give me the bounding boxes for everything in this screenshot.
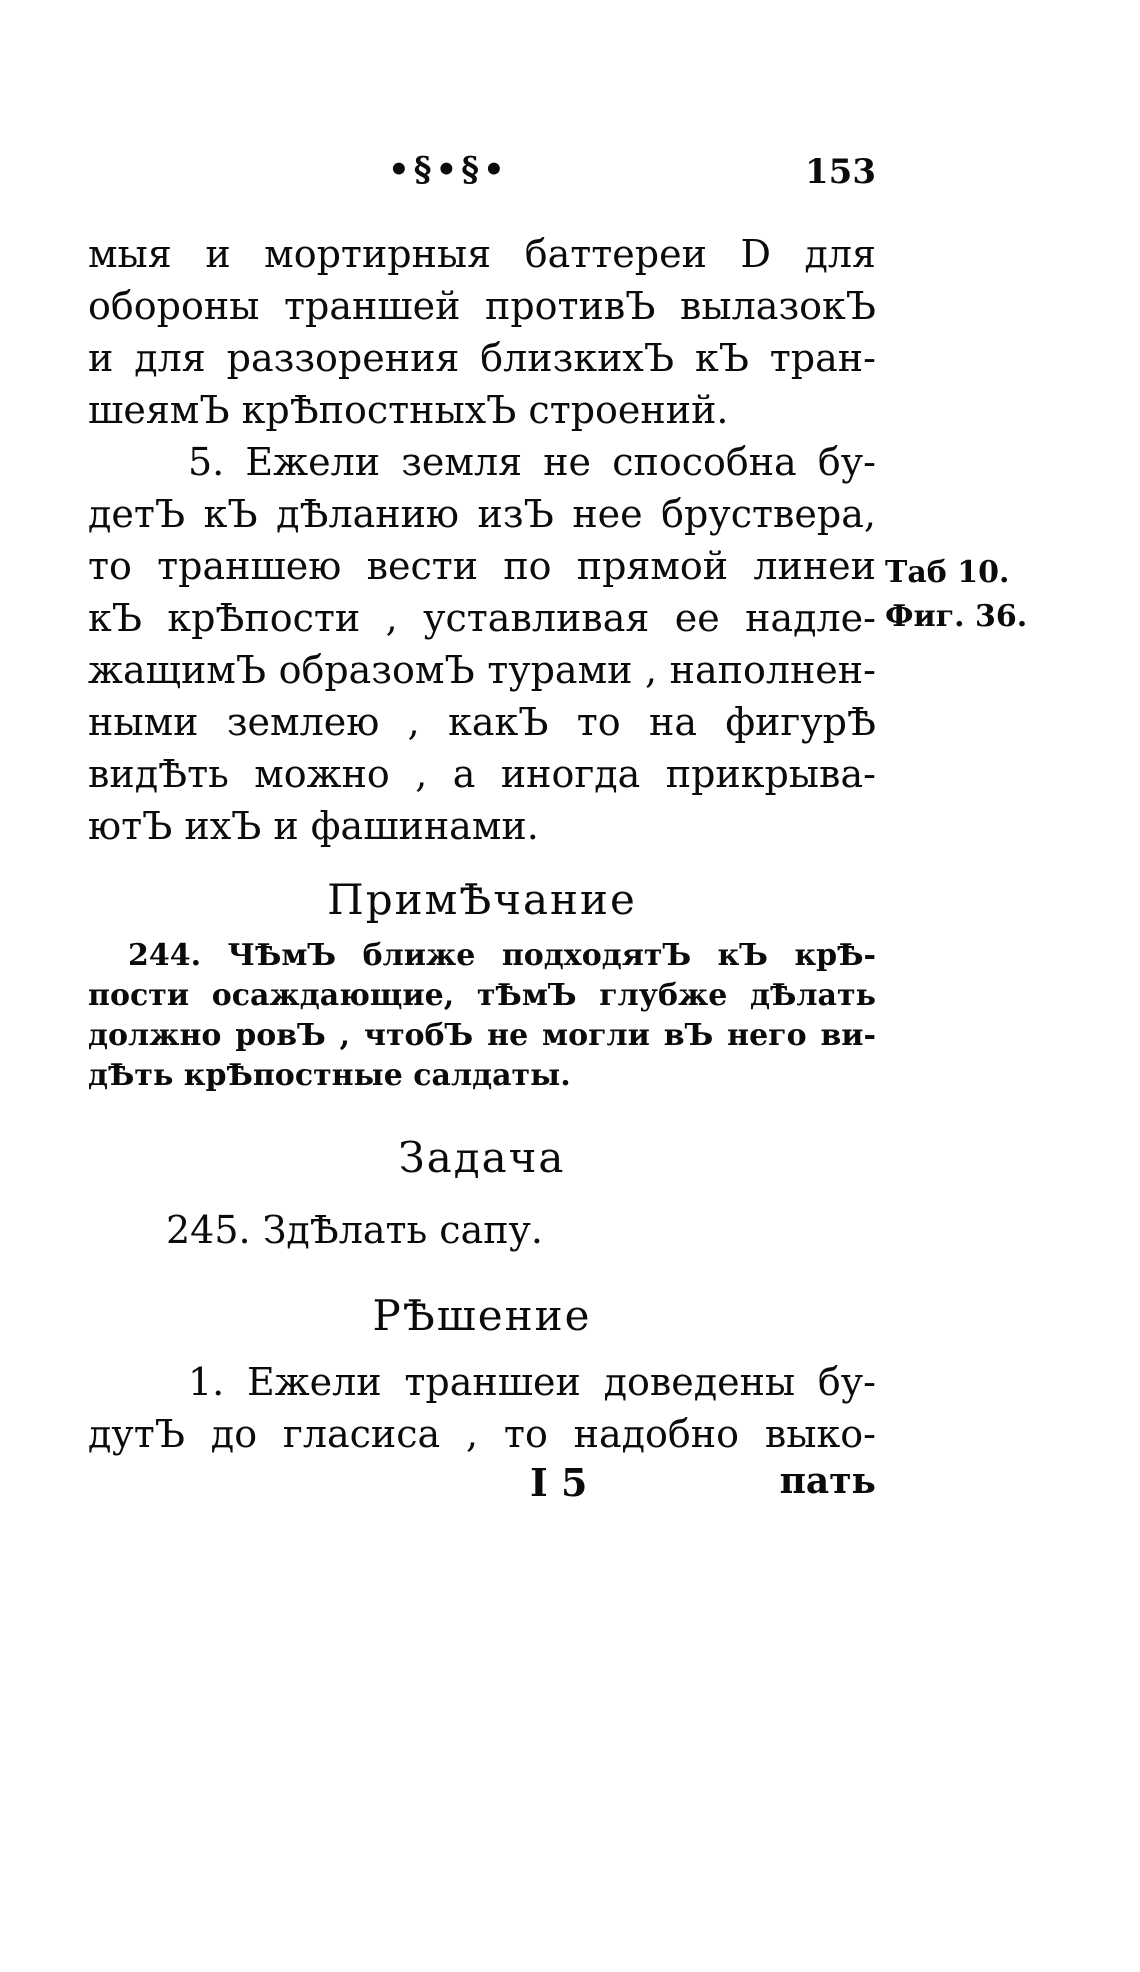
text-line: и для раззорения близкихЪ кЪ тран-: [88, 336, 876, 380]
text-line: детЪ кЪ дѢланию изЪ нее бруствера,: [88, 492, 876, 536]
page-header: [88, 150, 876, 190]
text-line: 5. Ежели земля не способна бу-: [188, 440, 876, 484]
note-line: должно ровЪ , чтобЪ не могли вЪ него ви-: [88, 1018, 876, 1053]
text-line: то траншею вести по прямой линеи: [88, 544, 876, 588]
catchword: пать: [779, 1460, 876, 1502]
text-line: видѢть можно , а иногда прикрыва-: [88, 752, 876, 796]
text-line: дутЪ до гласиса , то надобно выко-: [88, 1412, 876, 1456]
text-line: кЪ крѢпости , уставливая ее надле-: [88, 596, 876, 640]
text-line: 1. Ежели траншеи доведены бу-: [188, 1360, 876, 1404]
text-line: ными землею , какЪ то на фигурѢ: [88, 700, 876, 744]
header-ornament: •§•§•: [388, 150, 509, 190]
text-line: жащимЪ образомЪ турами , наполнен-: [88, 648, 876, 692]
page-number: 153: [805, 152, 876, 192]
text-line: обороны траншей противЪ вылазокЪ: [88, 284, 876, 328]
signature-mark: I 5: [530, 1460, 588, 1505]
note-line: дѢть крѢпостные салдаты.: [88, 1058, 571, 1093]
margin-note-figure: Фиг. 36.: [885, 599, 1028, 634]
problem-heading: Задача: [398, 1133, 566, 1182]
note-line: пости осаждающие, тѢмЪ глубже дѢлать: [88, 978, 876, 1013]
problem-statement: 245. ЗдѢлать сапу.: [166, 1208, 543, 1252]
margin-note-table: Таб 10.: [885, 555, 1010, 590]
note-line: 244. ЧѢмЪ ближе подходятЪ кЪ крѢ-: [128, 938, 876, 973]
note-heading: ПримѢчание: [327, 875, 637, 924]
text-line: ютЪ ихЪ и фашинами.: [88, 804, 539, 848]
text-line: мыя и мортирныя баттереи D для: [88, 232, 876, 276]
solution-heading: РѢшение: [372, 1291, 592, 1340]
text-line: шеямЪ крѢпостныхЪ строений.: [88, 388, 729, 432]
